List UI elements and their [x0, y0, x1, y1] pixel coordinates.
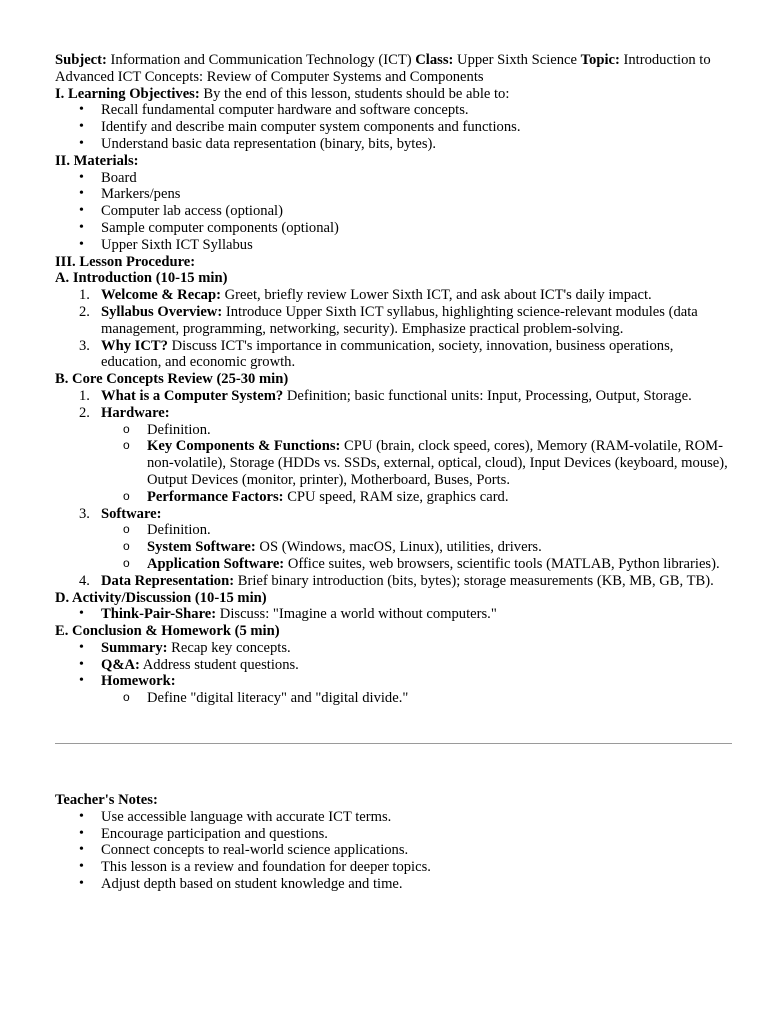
- item-label: Why ICT?: [101, 337, 168, 354]
- objectives-intro: By the end of this lesson, students should be able to:: [203, 85, 510, 102]
- item-label: Hardware:: [101, 404, 170, 421]
- list-item: • Adjust depth based on student knowledge and time.: [101, 876, 735, 893]
- sub-item-label: Key Components & Functions:: [147, 438, 341, 455]
- activity-heading: D. Activity/Discussion (10-15 min): [55, 589, 267, 606]
- item-text: Definition; basic functional units: Input, Processing, Output, Storage.: [286, 387, 692, 404]
- lesson-header: [55, 52, 735, 86]
- sub-item: [147, 539, 735, 556]
- class-label: Class:: [415, 52, 454, 68]
- homework-sublist: [101, 690, 735, 707]
- list-item: [101, 606, 735, 623]
- item-text: Recap key concepts.: [171, 639, 291, 656]
- item-number: 1.: [79, 287, 90, 304]
- notes-heading: Teacher's Notes:: [55, 792, 158, 808]
- procedure-heading: III. Lesson Procedure:: [55, 253, 196, 270]
- sub-item-text: Office suites, web browsers, scientific tools (MATLAB, Python libraries).: [287, 555, 720, 572]
- item-text: Address student questions.: [142, 656, 299, 673]
- item-label: Software:: [101, 505, 162, 522]
- lesson-plan: [55, 52, 735, 707]
- list-item: [79, 572, 735, 590]
- item-label: Q&A:: [101, 656, 140, 673]
- horizontal-divider: [55, 743, 732, 744]
- sub-item: o Define "digital literacy" and "digital divide.": [147, 690, 735, 707]
- list-item: • Computer lab access (optional): [101, 203, 735, 220]
- item-number: 4.: [79, 572, 90, 589]
- sub-item-text: CPU (brain, clock speed, cores), Memory (RAM-volatile, ROM-non-volatile), Storage (HDDs vs. SSDs, external, optical, cloud), Input Devices (keyboard, mouse), Output Devices (monitor, printer), Motherboard, Buses, Ports.: [147, 438, 728, 488]
- list-item: [101, 657, 735, 674]
- item-number: 1.: [79, 387, 90, 404]
- list-item: [79, 404, 735, 506]
- item-label: Syllabus Overview:: [101, 303, 223, 320]
- list-item: • Markers/pens: [101, 186, 735, 203]
- item-label: Data Representation:: [101, 572, 235, 589]
- list-item: [101, 673, 735, 707]
- item-label: Homework:: [101, 673, 176, 690]
- notes-list: [55, 809, 735, 893]
- introduction-heading: A. Introduction (10-15 min): [55, 270, 228, 287]
- item-label: Summary:: [101, 639, 168, 656]
- topic-label: Topic:: [580, 52, 620, 68]
- topic-value: Introduction to Advanced ICT Concepts: Review of Computer Systems and Components: [55, 52, 711, 85]
- item-text: Discuss: "Imagine a world without computers.": [219, 606, 497, 623]
- conclusion-heading: E. Conclusion & Homework (5 min): [55, 623, 280, 640]
- list-item: [79, 387, 735, 405]
- list-item: • Encourage participation and questions.: [101, 826, 735, 843]
- sub-item: [147, 489, 735, 506]
- objectives-heading: I. Learning Objectives:: [55, 85, 200, 102]
- sub-item-label: Application Software:: [147, 555, 285, 572]
- core-concepts-list: [55, 388, 735, 590]
- list-item: • Use accessible language with accurate ICT terms.: [101, 809, 735, 826]
- list-item: [79, 287, 735, 304]
- sub-item-label: System Software:: [147, 539, 256, 556]
- item-number: 3.: [79, 337, 90, 354]
- materials-list: [55, 170, 735, 254]
- list-item: • Identify and describe main computer system components and functions.: [101, 119, 735, 136]
- sub-item-text: CPU speed, RAM size, graphics card.: [287, 488, 509, 505]
- item-number: 2.: [79, 404, 90, 421]
- item-text: Introduce Upper Sixth ICT syllabus, highlighting science-relevant modules (data management, programming, networking, security). Emphasize practical problem-solving.: [101, 303, 698, 337]
- list-item: [101, 640, 735, 657]
- item-number: 2.: [79, 303, 90, 320]
- sub-item-label: Performance Factors:: [147, 488, 284, 505]
- sub-item: [147, 556, 735, 573]
- core-concepts-heading: B. Core Concepts Review (25-30 min): [55, 371, 289, 388]
- class-value: Upper Sixth Science: [457, 52, 577, 68]
- sub-item: o Definition.: [147, 522, 735, 539]
- item-label: Think-Pair-Share:: [101, 606, 217, 623]
- item-text: Brief binary introduction (bits, bytes); storage measurements (KB, MB, GB, TB).: [237, 572, 714, 589]
- list-item: • Recall fundamental computer hardware and software concepts.: [101, 102, 735, 119]
- conclusion-list: [55, 640, 735, 707]
- item-text: Greet, briefly review Lower Sixth ICT, and ask about ICT's daily impact.: [224, 287, 652, 304]
- item-label: What is a Computer System?: [101, 387, 284, 404]
- item-label: Welcome & Recap:: [101, 287, 221, 304]
- subject-label: Subject:: [55, 52, 107, 68]
- software-sublist: [101, 522, 735, 572]
- item-text: Discuss ICT's importance in communication, society, innovation, business operations, education, and economic growth.: [101, 337, 674, 371]
- list-item: • This lesson is a review and foundation for deeper topics.: [101, 859, 735, 876]
- objectives-heading-line: [55, 86, 735, 103]
- sub-item: [147, 438, 735, 488]
- subject-value: Information and Communication Technology (ICT): [110, 52, 412, 68]
- objectives-list: [55, 102, 735, 152]
- list-item: • Sample computer components (optional): [101, 220, 735, 237]
- materials-heading: II. Materials:: [55, 152, 139, 169]
- list-item: • Upper Sixth ICT Syllabus: [101, 237, 735, 254]
- list-item: [79, 303, 735, 338]
- list-item: • Connect concepts to real-world science applications.: [101, 842, 735, 859]
- introduction-list: [55, 287, 735, 371]
- list-item: • Understand basic data representation (binary, bits, bytes).: [101, 136, 735, 153]
- activity-list: [55, 606, 735, 623]
- list-item: [79, 505, 735, 573]
- hardware-sublist: [101, 422, 735, 506]
- list-item: [79, 337, 735, 372]
- item-number: 3.: [79, 505, 90, 522]
- sub-item-text: OS (Windows, macOS, Linux), utilities, drivers.: [259, 539, 542, 556]
- sub-item: o Definition.: [147, 422, 735, 439]
- list-item: • Board: [101, 170, 735, 187]
- teachers-notes: [55, 792, 735, 893]
